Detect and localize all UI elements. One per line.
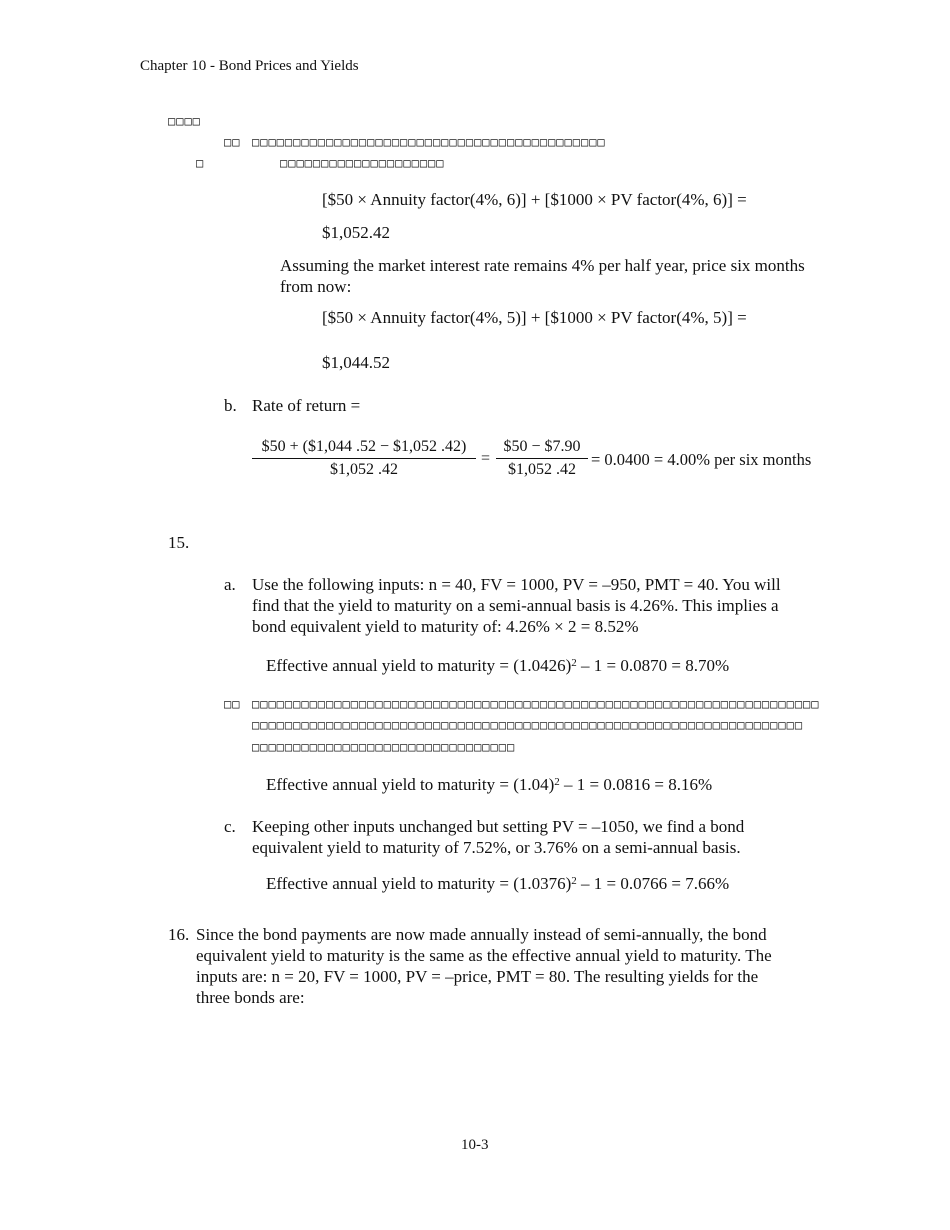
q15-c-exponent: 2 [571,875,577,887]
q15-b-eff-result: – 1 = 0.0816 = 8.16% [559,775,713,794]
q14-a-marker2: □ [196,156,205,170]
q15-a-marker: a. [224,575,236,594]
question-16-number: 16. [168,925,190,944]
q14-a-marker: □□ [224,135,241,149]
q14-fraction-2-denominator: $1,052 .42 [508,461,576,478]
q15-a-eff-result: – 1 = 0.0870 = 8.70% [576,656,730,675]
q15-b-marker: □□ [224,697,241,711]
q15-c-eff-result: – 1 = 0.0766 = 7.66% [576,874,730,893]
q15-a-text: Use the following inputs: n = 40, FV = 1000, PV = –950, PMT = 40. You will find that the yield to maturity on a semi-annual basis is 4.26%. This implies a bond equivalent yield to maturity of: 4.26% × 2 = 8.52% [252,575,781,636]
page-number: 10-3 [461,1137,489,1153]
q15-a-exponent: 2 [571,657,577,669]
q14-a-text-line2: □□□□□□□□□□□□□□□□□□□□ [280,156,445,170]
q15-b-exponent: 2 [554,776,560,788]
q14-equals-sign: = [481,450,491,467]
q14-formula-2: [$50 × Annuity factor(4%, 5)] + [$1000 × PV factor(4%, 5)] = [322,308,747,327]
q14-result-1: $1,052.42 [322,223,390,242]
q14-b-text: Rate of return = [252,396,361,415]
q14-fraction-1-denominator: $1,052 .42 [330,461,398,478]
q14-a-text-line1: □□□□□□□□□□□□□□□□□□□□□□□□□□□□□□□□□□□□□□□□□□□ [252,135,606,149]
q14-fraction-1 [252,438,476,479]
page-header: Chapter 10 - Bond Prices and Yields [140,58,359,74]
q14-result-2: $1,044.52 [322,353,390,372]
q15-b-text-line1: □□□□□□□□□□□□□□□□□□□□□□□□□□□□□□□□□□□□□□□□□□□□□□□□□□□□□□□□□□□□□□□□□□□□□ [252,697,820,711]
q15-b-text-line2: □□□□□□□□□□□□□□□□□□□□□□□□□□□□□□□□□□□□□□□□□□□□□□□□□□□□□□□□□□□□□□□□□□□ [252,718,804,732]
q15-a-effective-yield [266,653,729,676]
q15-c-effective-yield [266,871,729,894]
q16-text: Since the bond payments are now made annually instead of semi-annually, the bond equivalent yield to maturity is the same as the effective annual yield to maturity. The inputs are: n = 20, FV = 1000, PV = –price, PMT = 80. The resulting yields for the three bonds are: [196,925,772,1007]
question-14-number: □□□□ [168,114,201,128]
q15-c-marker: c. [224,817,236,836]
q15-b-text-line3: □□□□□□□□□□□□□□□□□□□□□□□□□□□□□□□□ [252,740,516,754]
question-15-number: 15. [168,533,190,552]
q14-b-marker: b. [224,396,237,415]
q15-b-eff-text: Effective annual yield to maturity = (1.04) [266,775,555,794]
q14-formula-1: [$50 × Annuity factor(4%, 6)] + [$1000 × PV factor(4%, 6)] = [322,190,747,209]
q14-assumption-text: Assuming the market interest rate remains 4% per half year, price six months from now: [280,256,805,296]
q14-rate-result: = 0.0400 = 4.00% per six months [591,450,812,469]
q14-fraction-2 [496,438,588,479]
q14-fraction-2-numerator: $50 − $7.90 [496,438,588,459]
q14-fraction-1-numerator: $50 + ($1,044 .52 − $1,052 .42) [252,438,476,459]
q15-b-effective-yield [266,772,712,795]
q15-c-eff-text: Effective annual yield to maturity = (1.0376) [266,874,572,893]
q15-a-eff-text: Effective annual yield to maturity = (1.0426) [266,656,572,675]
q15-c-text: Keeping other inputs unchanged but setting PV = –1050, we find a bond equivalent yield to maturity of 7.52%, or 3.76% on a semi-annual basis. [252,817,745,857]
